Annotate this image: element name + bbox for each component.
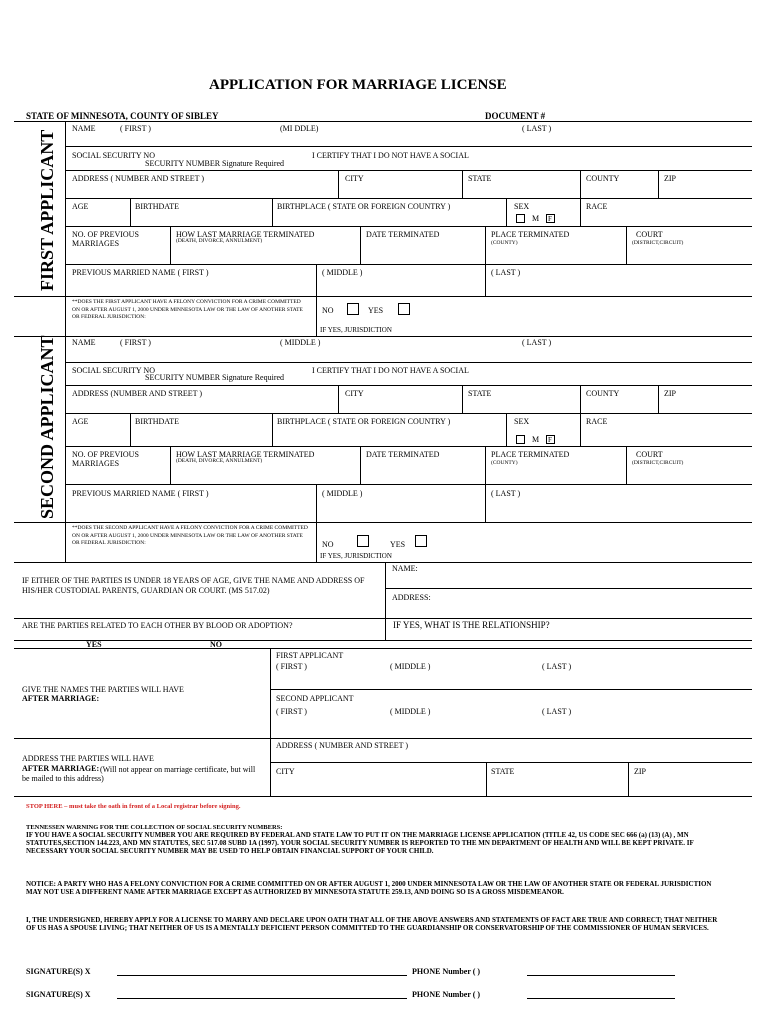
sa-city-label: CITY <box>345 389 364 398</box>
under18-name-label: NAME: <box>392 564 418 573</box>
sa-birthdate-label: BIRTHDATE <box>135 417 179 426</box>
fa-age-label: AGE <box>72 202 89 211</box>
fa-how-terminated-label: HOW LAST MARRIAGE TERMINATED <box>176 230 315 239</box>
sa-jurisdiction-label: IF YES, JURISDICTION <box>320 552 392 560</box>
phone-label-2: PHONE Number ( ) <box>412 990 481 999</box>
fa-last-label: ( LAST ) <box>522 124 552 133</box>
address-after-label-bold: AFTER MARRIAGE: <box>22 764 100 773</box>
sa-ssn-label: SOCIAL SECURITY NO <box>72 366 155 375</box>
sa-place-sub: (COUNTY) <box>491 460 518 466</box>
fa-prev-last-label: ( LAST ) <box>491 268 521 277</box>
related-no[interactable]: NO <box>210 640 222 649</box>
signature-line-2[interactable] <box>117 998 407 999</box>
signature-label-2: SIGNATURE(S) X <box>26 990 91 999</box>
sa-county-label: COUNTY <box>586 389 620 398</box>
oath-text: I, THE UNDERSIGNED, HEREBY APPLY FOR A LICENSE TO MARRY AND DECLARE UPON OATH THAT ALL OF THE ABOVE ANSWERS AND STATEMENTS OF FACT ARE TRUE AND CORRECT; THAT NEITHER OF US HAS A SPOUSE LIVING; THAT NEITHER OF US IS A MENTALLY DEFICIENT PERSON COMMITTED TO THE GUARDIANSHIP OR CONSERVATORSHIP OF THE COMMISSIONER OF HUMAN SERVICES. <box>26 916 718 932</box>
fa-felony-yes: YES <box>368 306 384 315</box>
fa-address-label: ADDRESS ( NUMBER AND STREET ) <box>72 174 205 183</box>
stop-here-notice: STOP HERE – must take the oath in front of a Local registrar before signing. <box>26 803 241 810</box>
signature-label-1: SIGNATURE(S) X <box>26 967 91 976</box>
sa-prev-last-label: ( LAST ) <box>491 489 521 498</box>
sa-last-label: ( LAST ) <box>522 338 552 347</box>
sa-prev-marriages-label: NO. OF PREVIOUS MARRIAGES <box>72 450 139 468</box>
phone-line-2[interactable] <box>527 998 675 999</box>
sa-certify-text: I CERTIFY THAT I DO NOT HAVE A SOCIAL <box>312 366 469 375</box>
signature-line-1[interactable] <box>117 975 407 976</box>
fa-place-terminated-label: PLACE TERMINATED <box>491 230 570 239</box>
sa-felony-yes: YES <box>390 540 406 549</box>
fa-place-sub: (COUNTY) <box>491 240 518 246</box>
sa-name-label: NAME <box>72 338 96 347</box>
names-after-label-bold: AFTER MARRIAGE: <box>22 694 100 703</box>
fa-county-label: COUNTY <box>586 174 620 183</box>
fa-city-label: CITY <box>345 174 364 183</box>
fa-first-label: ( FIRST ) <box>120 124 151 133</box>
names-after-fa-last: ( LAST ) <box>542 662 572 671</box>
fa-prev-marriages-label: NO. OF PREVIOUS MARRIAGES <box>72 230 139 248</box>
sa-security-number-text: SECURITY NUMBER Signature Required <box>145 373 285 382</box>
address-after-zip-label: ZIP <box>634 767 646 776</box>
fa-how-terminated-sub: (DEATH, DIVORCE, ANNULMENT) <box>176 238 263 244</box>
fa-certify-text: I CERTIFY THAT I DO NOT HAVE A SOCIAL <box>312 151 469 160</box>
names-after-fa-middle: ( MIDDLE ) <box>390 662 431 671</box>
names-after-fa-first: ( FIRST ) <box>276 662 307 671</box>
warning-title: TENNESSEN WARNING FOR THE COLLECTION OF SOCIAL SECURITY NUMBERS: <box>26 824 283 831</box>
sa-state-label: STATE <box>468 389 492 398</box>
sa-sex-label: SEX <box>514 417 530 426</box>
sa-zip-label: ZIP <box>664 389 676 398</box>
fa-sex-f: F <box>548 215 552 223</box>
sa-sex-m: M <box>532 435 540 444</box>
fa-middle-label: (MI DDLE) <box>280 124 319 133</box>
sa-place-terminated-label: PLACE TERMINATED <box>491 450 570 459</box>
fa-felony-yes-checkbox[interactable] <box>398 303 410 315</box>
address-after-city-label: CITY <box>276 767 295 776</box>
sa-felony-yes-checkbox[interactable] <box>415 535 427 547</box>
address-after-state-label: STATE <box>491 767 515 776</box>
sa-sex-f: F <box>548 436 552 444</box>
fa-felony-no-checkbox[interactable] <box>347 303 359 315</box>
state-county-label: STATE OF MINNESOTA, COUNTY OF SIBLEY <box>26 111 219 121</box>
sa-date-terminated-label: DATE TERMINATED <box>366 450 440 459</box>
sa-sex-checkbox[interactable] <box>516 435 525 444</box>
related-if-yes: IF YES, WHAT IS THE RELATIONSHIP? <box>393 620 550 630</box>
names-after-first-applicant: FIRST APPLICANT <box>276 651 344 660</box>
fa-security-number-text: SECURITY NUMBER Signature Required <box>145 159 285 168</box>
sa-prev-name-label: PREVIOUS MARRIED NAME ( FIRST ) <box>72 489 209 498</box>
address-after-street-label: ADDRESS ( NUMBER AND STREET ) <box>276 741 409 750</box>
fa-felony-question: **DOES THE FIRST APPLICANT HAVE A FELONY CONVICTION FOR A CRIME COMMITTED ON OR AFTER AUGUST 1, 2000 UNDER MINNESOTA LAW OR THE LAW OF ANOTHER STATE OR FEDERAL JURISDICTION: <box>72 299 303 320</box>
related-yes[interactable]: YES <box>86 640 102 649</box>
phone-line-1[interactable] <box>527 975 675 976</box>
sa-race-label: RACE <box>586 417 608 426</box>
fa-ssn-label: SOCIAL SECURITY NO <box>72 151 155 160</box>
fa-sex-checkbox[interactable] <box>516 214 525 223</box>
sa-birthplace-label: BIRTHPLACE ( STATE OR FOREIGN COUNTRY ) <box>277 417 451 426</box>
names-after-sa-middle: ( MIDDLE ) <box>390 707 431 716</box>
sa-middle-label: ( MIDDLE ) <box>280 338 321 347</box>
fa-name-label: NAME <box>72 124 96 133</box>
sa-age-label: AGE <box>72 417 89 426</box>
phone-label-1: PHONE Number ( ) <box>412 967 481 976</box>
fa-prev-name-label: PREVIOUS MARRIED NAME ( FIRST ) <box>72 268 209 277</box>
fa-court-label: COURT <box>636 230 663 239</box>
fa-race-label: RACE <box>586 202 608 211</box>
sa-first-label: ( FIRST ) <box>120 338 151 347</box>
sa-felony-no: NO <box>322 540 334 549</box>
first-applicant-side-label: FIRST APPLICANT <box>37 129 57 291</box>
names-after-label: GIVE THE NAMES THE PARTIES WILL HAVE <box>22 685 184 694</box>
sa-court-sub: (DISTRICT,CIRCUIT) <box>632 460 684 466</box>
names-after-sa-first: ( FIRST ) <box>276 707 307 716</box>
related-question: ARE THE PARTIES RELATED TO EACH OTHER BY BLOOD OR ADOPTION? <box>22 621 293 630</box>
sa-felony-no-checkbox[interactable] <box>357 535 369 547</box>
sa-how-terminated-label: HOW LAST MARRIAGE TERMINATED <box>176 450 315 459</box>
second-applicant-side-label: SECOND APPLICANT <box>37 335 57 519</box>
warning-text: IF YOU HAVE A SOCIAL SECURITY NUMBER YOU ARE REQUIRED BY FEDERAL AND STATE LAW TO PUT IT ON THE MARRIAGE LICENSE APPLICATION (TITLE 42, US CODE SEC 666 (a) (13) (A) , MN STATUTES,SECTION 144.223, AND MN STATUTES, SEC 517.08 SUBD 1A (1997). YOUR SOCIAL SECURITY NUMBER IS REPORTED TO THE MN DEPARTMENT OF HEALTH AND WILL BE KEPT PRIVATE. IF NECESSARY YOUR SOCIAL SECURITY NUMBER MAY BE USED TO HELP OBTAIN FINANCIAL SUPPORT OF YOUR CHILD. <box>26 831 694 855</box>
fa-birthdate-label: BIRTHDATE <box>135 202 179 211</box>
address-after-note: (Will not appear on marriage certificate, but will be mailed to this address) <box>22 765 256 783</box>
names-after-second-applicant: SECOND APPLICANT <box>276 694 354 703</box>
form-title: APPLICATION FOR MARRIAGE LICENSE <box>209 77 507 93</box>
fa-court-sub: (DISTRICT,CIRCUIT) <box>632 240 684 246</box>
fa-prev-middle-label: ( MIDDLE ) <box>322 268 363 277</box>
fa-zip-label: ZIP <box>664 174 676 183</box>
fa-birthplace-label: BIRTHPLACE ( STATE OR FOREIGN COUNTRY ) <box>277 202 451 211</box>
fa-felony-no: NO <box>322 306 334 315</box>
fa-sex-label: SEX <box>514 202 530 211</box>
fa-jurisdiction-label: IF YES, JURISDICTION <box>320 326 392 334</box>
sa-felony-question: **DOES THE SECOND APPLICANT HAVE A FELONY CONVICTION FOR A CRIME COMMITTED ON OR AFTER AUGUST 1, 2000 UNDER MINNESOTA LAW OR THE LAW OF ANOTHER STATE OR FEDERAL JURISDICTION: <box>72 525 308 546</box>
under18-question: IF EITHER OF THE PARTIES IS UNDER 18 YEARS OF AGE, GIVE THE NAME AND ADDRESS OF HIS/HER CUSTODIAL PARENTS, GUARDIAN OR COURT. (MS 517.02) <box>22 576 365 595</box>
fa-date-terminated-label: DATE TERMINATED <box>366 230 440 239</box>
sa-court-label: COURT <box>636 450 663 459</box>
fa-state-label: STATE <box>468 174 492 183</box>
fa-sex-m: M <box>532 214 540 223</box>
felony-notice: NOTICE: A PARTY WHO HAS A FELONY CONVICTION FOR A CRIME COMMITTED ON OR AFTER AUGUST 1, 2000 UNDER MINNESOTA LAW OR THE LAW OF ANOTHER STATE OR FEDERAL JURISDICTION MAY NOT USE A DIFFERENT NAME AFTER MARRIAGE EXCEPT AS AUTHORIZED BY MINNESOTA STATUTE 259.13, AND DOING SO IS A GROSS MISDEMEANOR. <box>26 880 712 896</box>
document-number-label: DOCUMENT # <box>485 111 546 121</box>
under18-address-label: ADDRESS: <box>392 593 431 602</box>
sa-how-terminated-sub: (DEATH, DIVORCE, ANNULMENT) <box>176 458 263 464</box>
sa-address-label: ADDRESS (NUMBER AND STREET ) <box>72 389 203 398</box>
sa-prev-middle-label: ( MIDDLE ) <box>322 489 363 498</box>
address-after-label: ADDRESS THE PARTIES WILL HAVE <box>22 754 154 763</box>
names-after-sa-last: ( LAST ) <box>542 707 572 716</box>
